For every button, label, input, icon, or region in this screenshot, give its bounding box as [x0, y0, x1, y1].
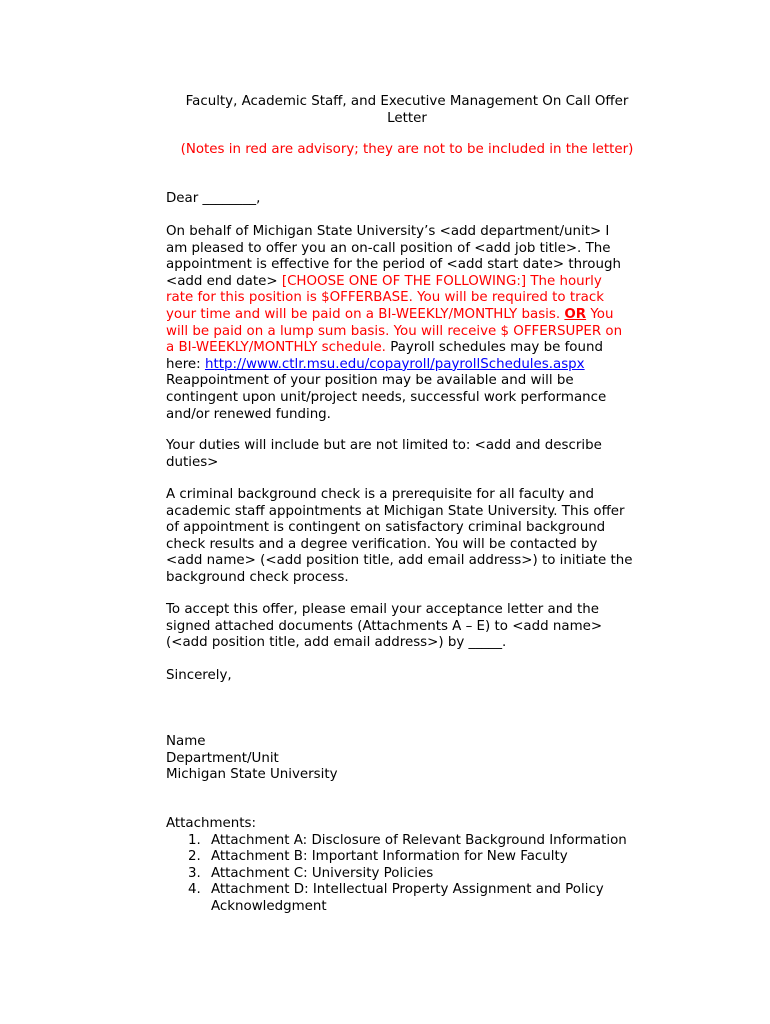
payroll-schedules-link[interactable]: http://www.ctlr.msu.edu/copayroll/payrollSchedules.aspx: [204, 356, 585, 372]
signature-name: Name: [166, 734, 206, 749]
offer-paragraph: [166, 224, 666, 423]
offer-line-1: On behalf of Michigan State University’s <add department/unit> I: [166, 224, 610, 239]
signature-university: Michigan State University: [166, 767, 338, 783]
attachment-label: Attachment C: University Policies: [211, 865, 434, 881]
attachment-item: [166, 866, 666, 883]
attachments-heading: Attachments:: [166, 816, 256, 831]
background-line-3: of appointment is contingent on satisfactory criminal background: [166, 520, 606, 536]
offer-line-10: Reappointment of your position may be available and will be: [166, 373, 574, 389]
offer-line-2: am pleased to offer you an on-call position of <add job title>. The: [166, 240, 611, 256]
background-line-2: academic staff appointments at Michigan State University. This offer: [166, 503, 625, 519]
greeting: [166, 191, 666, 208]
offer-line-9: [166, 357, 666, 374]
here-label: here:: [166, 356, 205, 372]
background-line-5: <add name> (<add position title, add email address>) to initiate the: [166, 553, 633, 569]
greeting-line: Dear ________,: [166, 191, 261, 206]
acceptance-paragraph: [166, 602, 666, 652]
accept-line-1: To accept this offer, please email your acceptance letter and the: [166, 602, 599, 617]
or-separator: OR: [564, 306, 587, 322]
attachment-label: Attachment A: Disclosure of Relevant Background Information: [211, 832, 627, 848]
choose-option-note: [CHOOSE ONE OF THE FOLLOWING:] The hourly: [281, 273, 602, 289]
advisory-note: (Notes in red are advisory; they are not to be included in the letter): [180, 142, 634, 157]
background-line-6: background check process.: [166, 569, 349, 585]
closing-line: Sincerely,: [166, 668, 232, 683]
duties-line-1: Your duties will include but are not limited to: <add and describe: [166, 438, 602, 453]
offer-line-8: [166, 340, 666, 357]
offer-line-12: and/or renewed funding.: [166, 406, 331, 422]
attachments-section: [166, 816, 666, 916]
attachment-number: 2.: [188, 849, 201, 865]
attachments-list: [166, 833, 666, 916]
schedule-note: a BI-WEEKLY/MONTHLY schedule.: [166, 340, 391, 356]
end-date-placeholder: <add end date>: [166, 273, 282, 289]
attachment-number: 3.: [188, 865, 201, 881]
title-line-2: Letter: [387, 110, 427, 126]
signature-department: Department/Unit: [166, 750, 279, 766]
payroll-schedule-text: Payroll schedules may be found: [390, 340, 603, 356]
title-line-1: Faculty, Academic Staff, and Executive Management On Call Offer: [185, 94, 629, 109]
accept-line-3: (<add position title, add email address>) by _____.: [166, 635, 507, 651]
offer-line-4: [166, 274, 666, 291]
attachment-item: [166, 849, 666, 866]
duties-paragraph: [166, 438, 666, 471]
background-line-4: check results and a degree verification. You will be contacted by: [166, 536, 598, 552]
attachment-label: Attachment D: Intellectual Property Assignment and Policy: [211, 882, 604, 898]
or-you-note: You: [586, 306, 614, 322]
attachment-number: 1.: [188, 832, 201, 848]
attachment-number: 4.: [188, 882, 201, 898]
attachment-item: [166, 882, 666, 899]
offer-line-7: will be paid on a lump sum basis. You will receive $ OFFERSUPER on: [166, 323, 623, 339]
accept-line-2: signed attached documents (Attachments A – E) to <add name>: [166, 618, 603, 634]
offer-line-5: rate for this position is $OFFERBASE. You will be required to track: [166, 290, 604, 306]
attachment-item: [166, 833, 666, 850]
attachment-continuation: Acknowledgment: [211, 898, 327, 914]
letter-title: [166, 94, 648, 127]
attachment-label: Attachment B: Important Information for New Faculty: [211, 849, 568, 865]
duties-line-2: duties>: [166, 454, 219, 470]
background-check-paragraph: [166, 487, 666, 587]
closing: [166, 668, 666, 685]
offer-line-3: appointment is effective for the period of <add start date> through: [166, 257, 621, 273]
signature-block: [166, 734, 666, 784]
offer-line-11: contingent upon unit/project needs, successful work performance: [166, 389, 607, 405]
offer-line-6: [166, 307, 666, 324]
background-line-1: A criminal background check is a prerequisite for all faculty and: [166, 487, 595, 502]
biweekly-note: your time and will be paid on a BI-WEEKLY/MONTHLY basis.: [166, 306, 565, 322]
